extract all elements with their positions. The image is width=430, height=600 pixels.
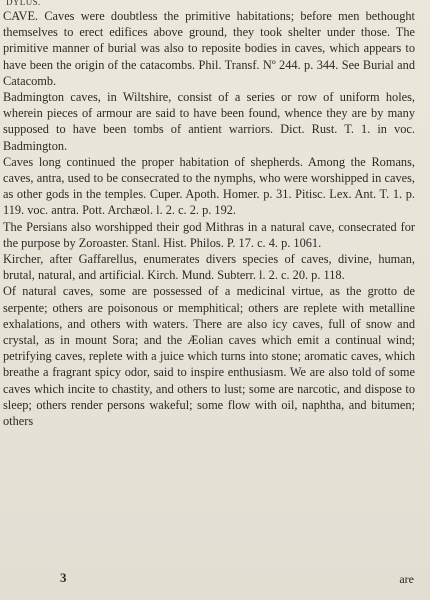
paragraph: Badmington caves, in Wiltshire, consist of a series or row of uniform holes, wherein pieces of armour are said to have been found, whence they are by many supposed to have been tombs of antient warriors. Dict. Rust. T. 1. in voc. Badmington.: [3, 90, 415, 153]
signature-mark: 3: [60, 570, 67, 585]
paragraph: The Persians also worshipped their god Mithras in a natural cave, consecrated for the purpose by Zoroaster. Stanl. Hist. Philos. P. 17. c. 4. p. 1061.: [3, 219, 415, 250]
page-footer: [0, 566, 430, 600]
paragraph: Of natural caves, some are possessed of a medicinal virtue, as the grotto de serpente; others are poisonous or memphitical; others are replete with metalline exhalations, and others with waters. There are also icy caves, full of snow and crystal, as in mount Sora; and the Æolian caves which emit a continual wind; petrifying caves, replete with a juice which turns into stone; aromatic caves, which breathe a fragrant spicy odor, said to inspire enthusiasm. We are also told of some caves which incite to chastity, and others to lust; some are narcotic, and dispose to sleep; others render persons wakeful; some flow with oil, naphtha, and bitumen; others: [3, 284, 415, 429]
body-text: [3, 8, 415, 429]
paragraph: CAVE. Caves were doubtless the primitive habitations; before men bethought themselves to erect edifices above ground, they took shelter under those. The primitive manner of burial was also to reposite bodies in caves, which appears to have been the origin of the catacombs. Phil. Transf. Nº 244. p. 344. See Burial and Catacomb.: [3, 9, 415, 88]
paragraph: Kircher, after Gaffarellus, enumerates divers species of caves, divine, human, brutal, natural, and artificial. Kirch. Mund. Subterr. l. 2. c. 20. p. 118.: [3, 252, 415, 283]
paragraph: Caves long continued the proper habitation of shepherds. Among the Romans, caves, antra, used to be consecrated to the nymphs, who were worshipped in caves, as other gods in the temples. Cuper. Apoth. Homer. p. 31. Pitisc. Lex. Ant. T. 1. p. 119. voc. antra. Pott. Archæol. l. 2. c. 2. p. 192.: [3, 154, 415, 218]
running-head: DYLUS.: [6, 0, 41, 7]
catchword: are: [399, 572, 414, 586]
